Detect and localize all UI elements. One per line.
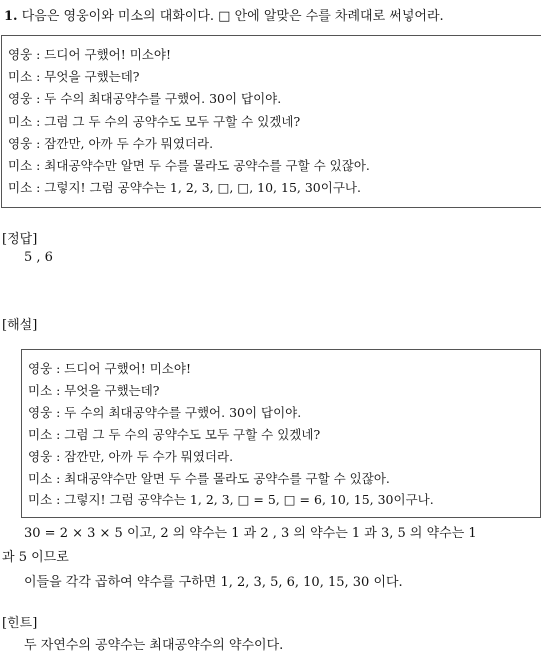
hint-text: 두 자연수의 공약수는 최대공약수의 약수이다. (24, 638, 284, 653)
answer-value: 5 , 6 (24, 250, 53, 265)
dialogue-line: 미소 : 최대공약수만 알면 두 수를 몰라도 공약수를 구할 수 있잖아. (8, 158, 370, 173)
dialogue-line: 영웅 : 드디어 구했어! 미소야! (8, 47, 171, 62)
explanation-line: 미소 : 그렇지! 그럼 공약수는 1, 2, 3, □ = 5, □ = 6, 10, 15, 30이구나. (28, 492, 434, 507)
explanation-line: 미소 : 그럼 그 두 수의 공약수도 모두 구할 수 있겠네? (28, 427, 321, 442)
explanation-line: 영웅 : 드디어 구했어! 미소야! (28, 361, 191, 376)
explanation-paragraph-1-cont: 과 5 이므로 (2, 550, 69, 565)
question-number: 1. (4, 9, 18, 24)
dialogue-line: 미소 : 무엇을 구했는데? (8, 69, 140, 84)
dialogue-box (1, 35, 541, 208)
explanation-line: 영웅 : 잠깐만, 아까 두 수가 뭐였더라. (28, 449, 234, 464)
explanation-paragraph-1: 30 = 2 × 3 × 5 이고, 2 의 약수는 1 과 2 , 3 의 약수는 1 과 3, 5 의 약수는 1 (24, 526, 477, 541)
dialogue-line: 영웅 : 두 수의 최대공약수를 구했어. 30이 답이야. (8, 91, 282, 106)
answer-heading: [정답] (2, 232, 38, 247)
dialogue-line: 영웅 : 잠깐만, 아까 두 수가 뭐였더라. (8, 136, 214, 151)
explanation-line: 영웅 : 두 수의 최대공약수를 구했어. 30이 답이야. (28, 405, 302, 420)
question-line (4, 5, 444, 24)
dialogue-line: 미소 : 그럼 그 두 수의 공약수도 모두 구할 수 있겠네? (8, 114, 301, 129)
explanation-paragraph-2: 이들을 각각 곱하여 약수를 구하면 1, 2, 3, 5, 6, 10, 15, 30 이다. (24, 575, 403, 590)
question-text: 다음은 영웅이와 미소의 대화이다. □ 안에 알맞은 수를 차례대로 써넣어라. (17, 9, 444, 24)
hint-heading: [힌트] (2, 616, 38, 631)
dialogue-line: 미소 : 그렇지! 그럼 공약수는 1, 2, 3, □, □, 10, 15, 30이구나. (8, 180, 361, 195)
explanation-heading: [해설] (2, 318, 38, 333)
explanation-dialogue-box (21, 349, 541, 518)
explanation-line: 미소 : 무엇을 구했는데? (28, 383, 160, 398)
explanation-line: 미소 : 최대공약수만 알면 두 수를 몰라도 공약수를 구할 수 있잖아. (28, 471, 390, 486)
